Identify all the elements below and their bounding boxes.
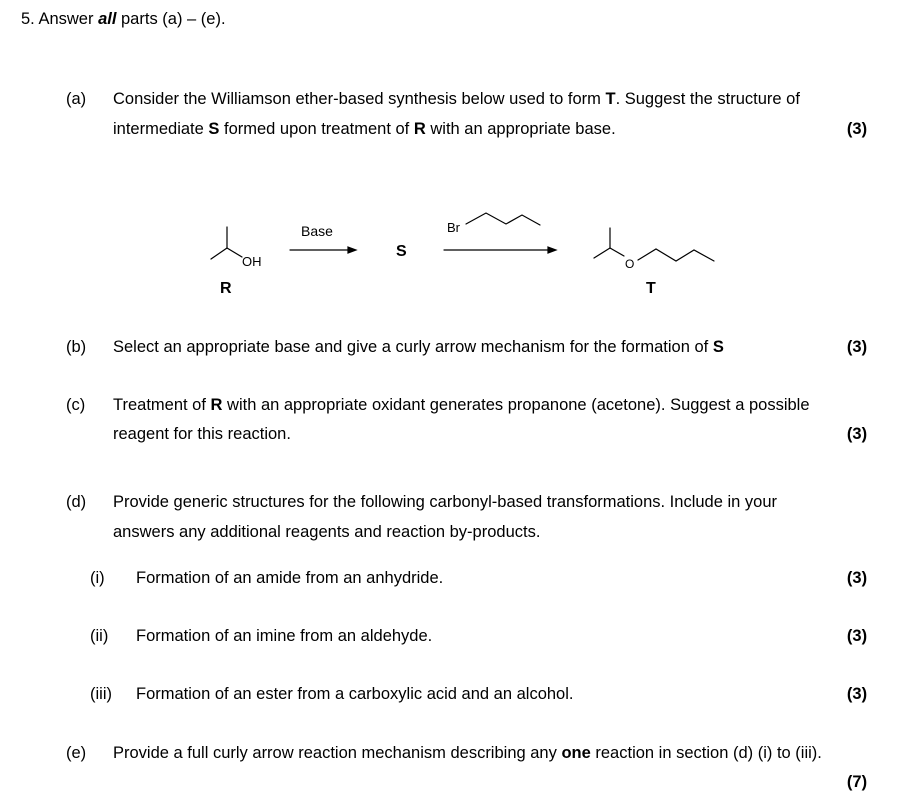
part-e-question-end: reaction in section (d) (i) to (iii). (590, 744, 822, 762)
part-a-text4: with an appropriate base. (425, 120, 616, 138)
oxygen-label: O (625, 257, 635, 271)
subpart-iii-marks: (3) (846, 685, 868, 703)
reaction-arrow-1 (290, 247, 356, 253)
compound-r-ref-c: R (210, 396, 223, 414)
subpart-iii-text: Formation of an ester from a carboxylic acid and an alcohol. (136, 685, 574, 703)
part-a-text: Consider the Williamson ether-based synthesis below used to form (113, 90, 606, 108)
part-a-text-end: . Suggest the structure of (615, 90, 800, 108)
intro-emphasis: all (98, 10, 117, 28)
part-d-line2: answers any additional reagents and reaction by-products. (113, 523, 541, 541)
part-c-marks: (3) (846, 425, 868, 443)
compound-t-ref: T (605, 90, 616, 108)
part-a-label: (a) (66, 90, 87, 108)
subpart-iii-label: (iii) (90, 685, 112, 703)
part-a-text2: intermediate (113, 120, 209, 138)
part-c-line1 (113, 396, 810, 415)
molecule-r (211, 227, 242, 259)
subpart-i-marks: (3) (846, 569, 868, 587)
part-e-question: Provide a full curly arrow reaction mechanism describing any (113, 744, 562, 762)
part-b-marks: (3) (846, 338, 868, 356)
label-r: R (220, 280, 232, 297)
label-s: S (396, 243, 407, 260)
part-c-label: (c) (66, 396, 86, 414)
part-e-emphasis: one (561, 744, 591, 762)
part-c-line2: reagent for this reaction. (113, 425, 291, 443)
label-t: T (646, 280, 656, 297)
compound-r-ref: R (413, 120, 426, 138)
subpart-i-label: (i) (90, 569, 105, 587)
compound-s-ref: S (208, 120, 220, 138)
subpart-ii-label: (ii) (90, 627, 109, 645)
bromopropane-reagent (466, 213, 540, 225)
reaction-arrow-2 (444, 247, 556, 253)
part-a-text3: formed upon treatment of (219, 120, 414, 138)
part-e-label: (e) (66, 744, 87, 762)
part-d-line1: Provide generic structures for the following carbonyl-based transformations. Include in your (113, 493, 777, 511)
reaction-scheme (0, 0, 919, 320)
part-b-label: (b) (66, 338, 87, 356)
part-d-label: (d) (66, 493, 87, 511)
bromine-label: Br (447, 220, 460, 235)
intro-text-end: parts (a) – (e). (116, 10, 226, 28)
part-e-marks: (7) (846, 773, 868, 791)
subpart-ii-marks: (3) (846, 627, 868, 645)
subpart-ii-text: Formation of an imine from an aldehyde. (136, 627, 433, 645)
molecule-t (594, 228, 714, 261)
part-b-text (113, 338, 724, 357)
hydroxyl-label: OH (242, 254, 262, 269)
part-c-text-end: with an appropriate oxidant generates propanone (acetone). Suggest a possible (222, 396, 810, 414)
part-e-text (113, 744, 822, 763)
subpart-i-text: Formation of an amide from an anhydride. (136, 569, 444, 587)
part-a-marks: (3) (846, 120, 868, 138)
reagent-base: Base (301, 223, 333, 239)
compound-s-ref-b: S (712, 338, 724, 356)
question-number: 5. (21, 10, 35, 28)
part-b-question: Select an appropriate base and give a curly arrow mechanism for the formation of (113, 338, 713, 356)
part-c-text: Treatment of (113, 396, 211, 414)
intro-text: Answer (38, 10, 99, 28)
